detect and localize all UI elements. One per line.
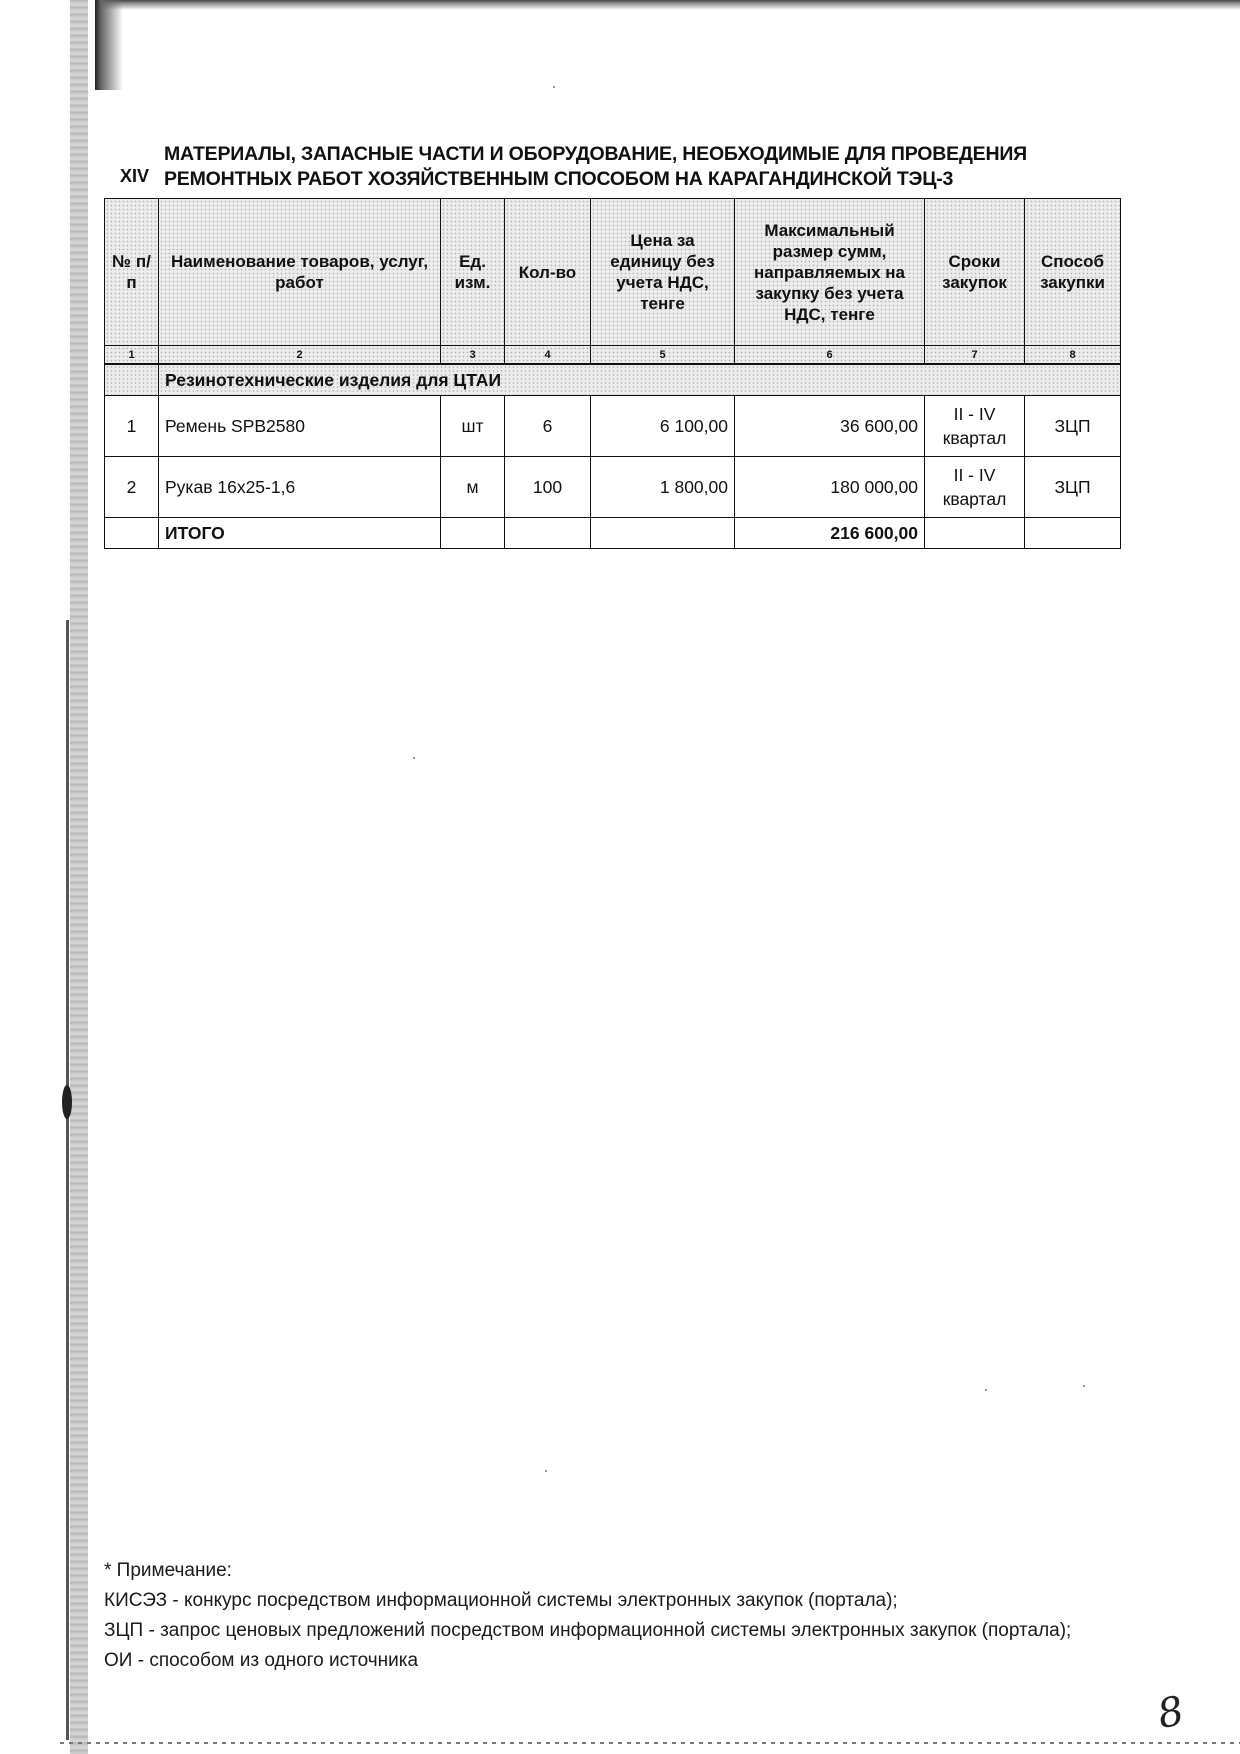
scan-speck bbox=[545, 1470, 547, 1472]
header-cell: Максимальный размер сумм, направляемых на закупку без учета НДС, тенге bbox=[735, 199, 925, 346]
group-empty-cell bbox=[105, 364, 159, 396]
row-number: 1 bbox=[105, 396, 159, 457]
header-cell: Кол-во bbox=[505, 199, 591, 346]
column-number: 2 bbox=[159, 346, 441, 365]
column-number: 6 bbox=[735, 346, 925, 365]
scan-speck bbox=[985, 1389, 987, 1391]
total-empty-cell bbox=[441, 518, 505, 549]
column-number-row bbox=[105, 346, 1121, 365]
group-row bbox=[105, 364, 1121, 396]
item-period bbox=[925, 396, 1025, 457]
header-cell: Сроки закупок bbox=[925, 199, 1025, 346]
column-number: 7 bbox=[925, 346, 1025, 365]
title-line: МАТЕРИАЛЫ, ЗАПАСНЫЕ ЧАСТИ И ОБОРУДОВАНИЕ, НЕОБХОДИМЫЕ ДЛЯ ПРОВЕДЕНИЯ bbox=[164, 143, 1027, 165]
scan-left-line bbox=[66, 620, 69, 1740]
item-method: ЗЦП bbox=[1025, 396, 1121, 457]
item-name: Рукав 16х25-1,6 bbox=[159, 457, 441, 518]
total-empty-cell bbox=[591, 518, 735, 549]
item-quantity: 100 bbox=[505, 457, 591, 518]
period-unit: квартал bbox=[942, 489, 1007, 509]
scan-top-edge bbox=[95, 0, 1240, 10]
item-price: 6 100,00 bbox=[591, 396, 735, 457]
scan-speck bbox=[1083, 1385, 1085, 1387]
item-name: Ремень SPB2580 bbox=[159, 396, 441, 457]
item-quantity: 6 bbox=[505, 396, 591, 457]
header-cell: Способ закупки bbox=[1025, 199, 1121, 346]
header-cell: № п/п bbox=[105, 199, 159, 346]
item-price: 1 800,00 bbox=[591, 457, 735, 518]
header-cell: Цена за единицу без учета НДС, тенге bbox=[591, 199, 735, 346]
period-range: II - IV bbox=[953, 465, 996, 485]
table-row bbox=[105, 396, 1121, 457]
scan-bottom-edge bbox=[60, 1742, 1240, 1744]
total-empty-cell bbox=[105, 518, 159, 549]
column-number: 5 bbox=[591, 346, 735, 365]
period-unit: квартал bbox=[942, 428, 1007, 448]
header-cell: Ед. изм. bbox=[441, 199, 505, 346]
footnote bbox=[104, 1556, 1104, 1676]
column-number: 4 bbox=[505, 346, 591, 365]
column-number: 3 bbox=[441, 346, 505, 365]
total-amount: 216 600,00 bbox=[735, 518, 925, 549]
total-empty-cell bbox=[505, 518, 591, 549]
table-header-row bbox=[105, 199, 1121, 346]
group-title: Резинотехнические изделия для ЦТАИ bbox=[159, 364, 1121, 396]
footnote-line: КИСЭЗ - конкурс посредством информационной системы электронных закупок (портала); bbox=[104, 1590, 898, 1611]
item-method: ЗЦП bbox=[1025, 457, 1121, 518]
total-label: ИТОГО bbox=[159, 518, 441, 549]
total-empty-cell bbox=[925, 518, 1025, 549]
item-amount: 180 000,00 bbox=[735, 457, 925, 518]
scan-speck bbox=[553, 86, 555, 88]
title-line: РЕМОНТНЫХ РАБОТ ХОЗЯЙСТВЕННЫМ СПОСОБОМ НА КАРАГАНДИНСКОЙ ТЭЦ-3 bbox=[164, 168, 954, 190]
footnote-heading: * Примечание: bbox=[104, 1560, 232, 1581]
scan-corner-shadow bbox=[95, 0, 123, 90]
total-empty-cell bbox=[1025, 518, 1121, 549]
table-row bbox=[105, 457, 1121, 518]
period-range: II - IV bbox=[953, 404, 996, 424]
header-cell: Наименование товаров, услуг, работ bbox=[159, 199, 441, 346]
item-amount: 36 600,00 bbox=[735, 396, 925, 457]
document-title bbox=[164, 142, 1104, 192]
column-number: 8 bbox=[1025, 346, 1121, 365]
footnote-line: ЗЦП - запрос ценовых предложений посредством информационной системы электронных закупок (портала); bbox=[104, 1620, 1072, 1641]
item-unit: шт bbox=[441, 396, 505, 457]
total-row bbox=[105, 518, 1121, 549]
page-number: 8 bbox=[1153, 1687, 1188, 1739]
item-period bbox=[925, 457, 1025, 518]
footnote-line: ОИ - способом из одного источника bbox=[104, 1650, 419, 1671]
scan-speck bbox=[413, 757, 415, 759]
punch-hole-mark bbox=[62, 1085, 72, 1119]
item-unit: м bbox=[441, 457, 505, 518]
procurement-table bbox=[104, 198, 1121, 549]
row-number: 2 bbox=[105, 457, 159, 518]
scan-left-edge bbox=[70, 0, 88, 1754]
section-number: XIV bbox=[120, 166, 150, 186]
column-number: 1 bbox=[105, 346, 159, 365]
